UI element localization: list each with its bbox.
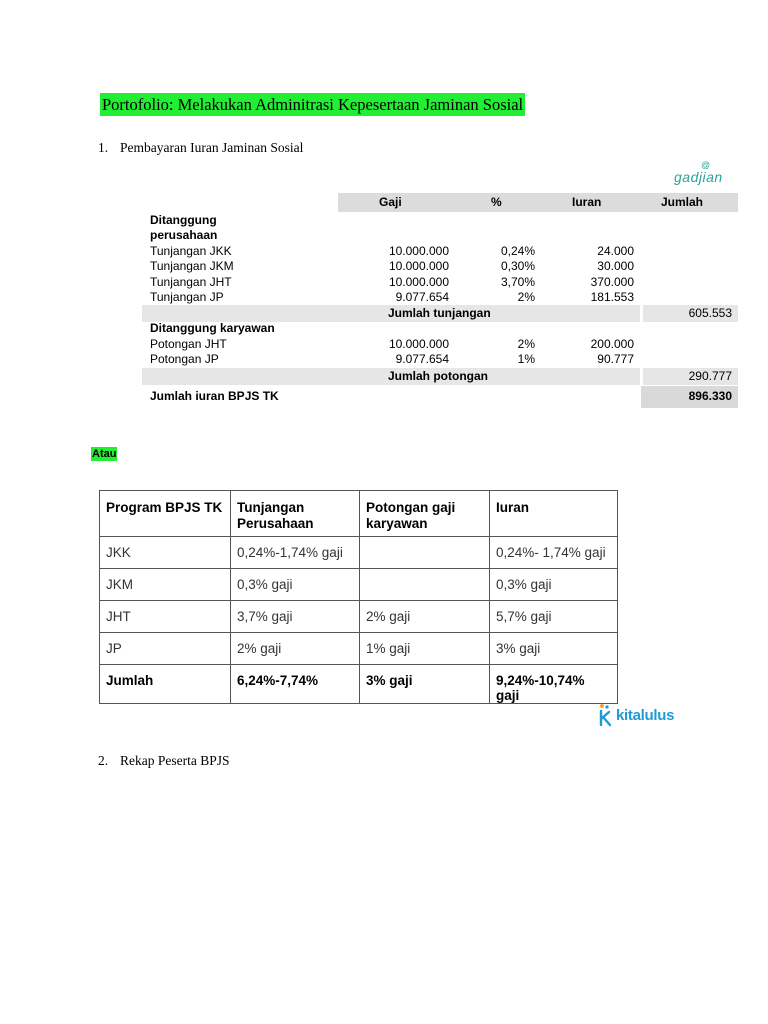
cell: 3% gaji bbox=[490, 633, 618, 665]
table-row bbox=[100, 537, 618, 569]
header-percent: % bbox=[491, 195, 502, 209]
section-label: Pembayaran Iuran Jaminan Sosial bbox=[120, 140, 304, 155]
table-row: Potongan JP 9.077.654 1% 90.777 bbox=[150, 352, 634, 366]
table-row: Tunjangan JKM 10.000.000 0,30% 30.000 bbox=[150, 259, 634, 273]
page-title: Portofolio: Melakukan Adminitrasi Kepesertaan Jaminan Sosial bbox=[102, 95, 524, 114]
header-gaji: Gaji bbox=[379, 195, 402, 209]
program-bpjs-table bbox=[99, 490, 618, 704]
kitalulus-logo bbox=[596, 701, 676, 731]
table-row: Potongan JHT 10.000.000 2% 200.000 bbox=[150, 337, 634, 351]
cell: 2% gaji bbox=[360, 601, 490, 633]
section-pembayaran-iuran bbox=[98, 140, 303, 156]
table-row bbox=[100, 633, 618, 665]
section-label: Rekap Peserta BPJS bbox=[120, 753, 230, 768]
section-rekap-peserta bbox=[98, 753, 230, 769]
header-iuran: Iuran bbox=[572, 195, 602, 209]
cell bbox=[360, 569, 490, 601]
gadjian-logo-text: gadjian bbox=[674, 169, 723, 185]
footer-cell: Jumlah bbox=[100, 665, 231, 704]
group-heading-perusahaan: Ditanggung bbox=[150, 213, 217, 227]
footer-cell: 9,24%-10,74% gaji bbox=[490, 665, 618, 704]
header-cell: Tunjangan Perusahaan bbox=[231, 491, 360, 537]
cell: 0,24%- 1,74% gaji bbox=[490, 537, 618, 569]
cell: 5,7% gaji bbox=[490, 601, 618, 633]
header-cell: Program BPJS TK bbox=[100, 491, 231, 537]
table-row: Tunjangan JP 9.077.654 2% 181.553 bbox=[150, 290, 634, 304]
table-row bbox=[100, 601, 618, 633]
kitalulus-logo-text: kitalulus bbox=[616, 707, 675, 724]
table-header-row bbox=[100, 491, 618, 537]
header-cell: Potongan gaji karyawan bbox=[360, 491, 490, 537]
atau-label: Atau bbox=[92, 448, 117, 460]
group-heading-karyawan: Ditanggung karyawan bbox=[150, 321, 275, 335]
cell: 0,3% gaji bbox=[231, 569, 360, 601]
cell: JKK bbox=[100, 537, 231, 569]
table-row: Tunjangan JKK 10.000.000 0,24% 24.000 bbox=[150, 244, 634, 258]
cell: JKM bbox=[100, 569, 231, 601]
cell: JP bbox=[100, 633, 231, 665]
section-number: 1. bbox=[98, 140, 109, 155]
cell: JHT bbox=[100, 601, 231, 633]
section-number: 2. bbox=[98, 753, 109, 768]
kitalulus-logo-icon bbox=[598, 703, 614, 727]
footer-cell: 3% gaji bbox=[360, 665, 490, 704]
table-row: Tunjangan JHT 10.000.000 3,70% 370.000 bbox=[150, 275, 634, 289]
gadjian-logo bbox=[672, 161, 744, 187]
cell: 0,3% gaji bbox=[490, 569, 618, 601]
subtotal-row-potongan: Jumlah potongan 290.777 bbox=[388, 369, 732, 383]
cell: 0,24%-1,74% gaji bbox=[231, 537, 360, 569]
group-heading-perusahaan-line2: perusahaan bbox=[150, 228, 218, 242]
subtotal-row-tunjangan: Jumlah tunjangan 605.553 bbox=[388, 306, 732, 320]
cell: 1% gaji bbox=[360, 633, 490, 665]
header-jumlah: Jumlah bbox=[661, 195, 704, 209]
total-row: Jumlah iuran BPJS TK 896.330 bbox=[150, 389, 732, 403]
header-cell: Iuran bbox=[490, 491, 618, 537]
iuran-calculation-table bbox=[142, 193, 738, 409]
cell: 3,7% gaji bbox=[231, 601, 360, 633]
gadjian-logo-mark-icon: @ bbox=[701, 160, 711, 170]
cell bbox=[360, 537, 490, 569]
table-row bbox=[100, 569, 618, 601]
cell: 2% gaji bbox=[231, 633, 360, 665]
footer-cell: 6,24%-7,74% bbox=[231, 665, 360, 704]
table-footer-row bbox=[100, 665, 618, 704]
